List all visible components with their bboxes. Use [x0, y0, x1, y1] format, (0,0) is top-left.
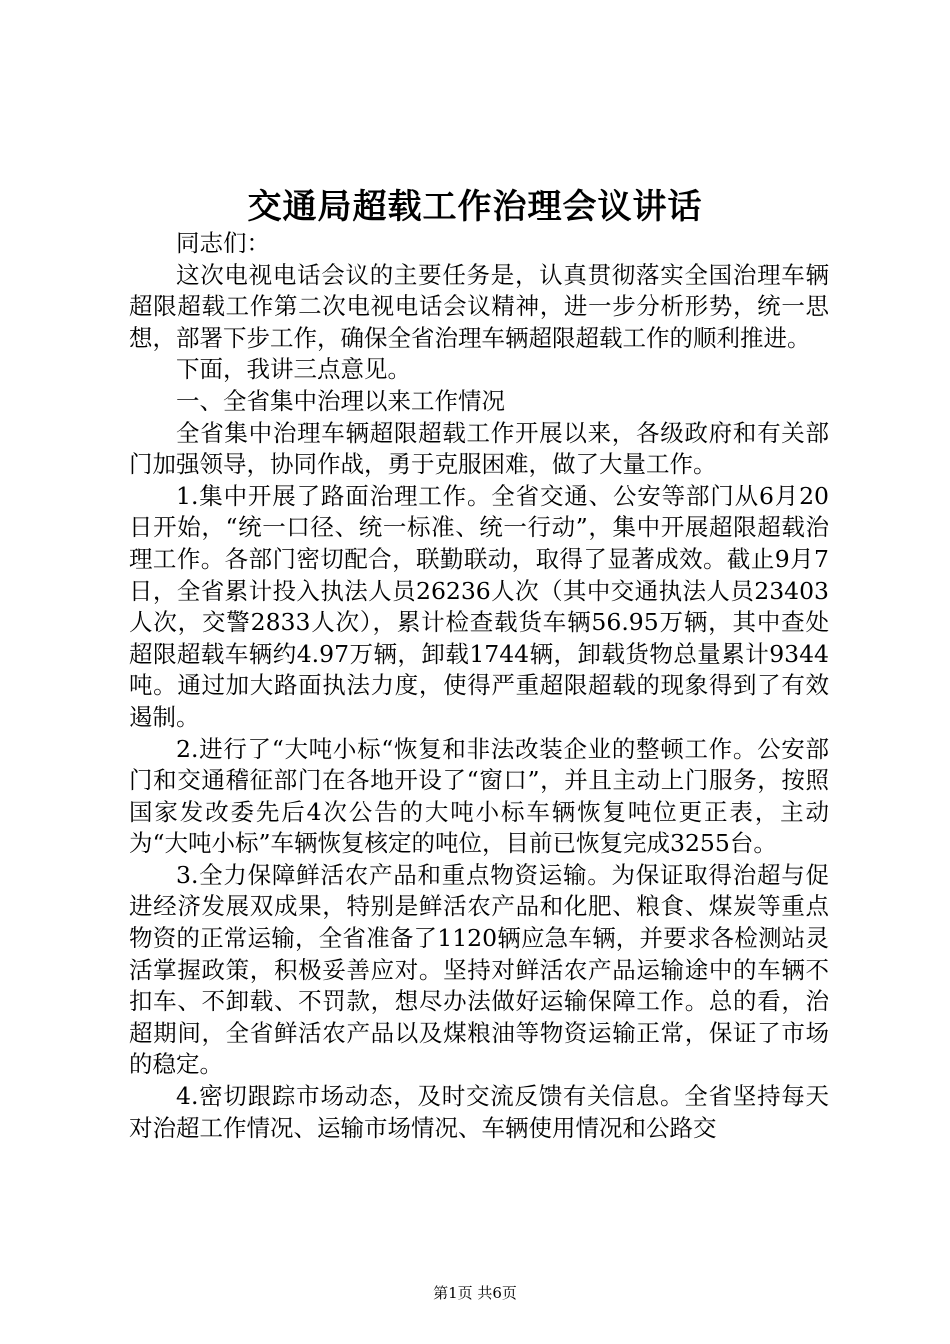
page-number-footer: 第1页 共6页	[433, 1284, 517, 1302]
paragraph-item-3: 3.全力保障鲜活农产品和重点物资运输。为保证取得治超与促进经济发展双成果，特别是鲜活农产品和化肥、粮食、煤炭等重点物资的正常运输，全省准备了1120辆应急车辆，并要求各检测站灵活掌握政策，积极妥善应对。坚持对鲜活农产品运输途中的车辆不扣车、不卸载、不罚款，想尽办法做好运输保障工作。总的看，治超期间，全省鲜活农产品以及煤粮油等物资运输正常，保证了市场的稳定。	[129, 860, 829, 1079]
paragraph-item-4: 4.密切跟踪市场动态，及时交流反馈有关信息。全省坚持每天对治超工作情况、运输市场情况、车辆使用情况和公路交	[129, 1082, 829, 1142]
document-body	[129, 228, 829, 1144]
section-heading-1: 一、全省集中治理以来工作情况	[176, 386, 505, 415]
paragraph-item-1: 1.集中开展了路面治理工作。全省交通、公安等部门从6月20日开始，“统一口径、统一标准、统一行动”，集中开展超限超载治理工作。各部门密切配合，联勤联动，取得了显著成效。截止9月7日，全省累计投入执法人员26236人次（其中交通执法人员23403人次，交警2833人次），累计检查载货车辆56.95万辆，其中查处超限超载车辆约4.97万辆，卸载1744辆，卸载货物总量累计9344吨。通过加大路面执法力度，使得严重超限超载的现象得到了有效遏制。	[129, 481, 829, 731]
paragraph-outline: 下面，我讲三点意见。	[176, 355, 411, 384]
paragraph-item-2: 2.进行了“大吨小标“恢复和非法改装企业的整顿工作。公安部门和交通稽征部门在各地开设了“窗口”，并且主动上门服务，按照国家发改委先后4次公告的大吨小标车辆恢复吨位更正表，主动为“大吨小标”车辆恢复核定的吨位，目前已恢复完成3255台。	[129, 734, 829, 858]
paragraph-intro: 这次电视电话会议的主要任务是，认真贯彻落实全国治理车辆超限超载工作第二次电视电话会议精神，进一步分析形势，统一思想，部署下步工作，确保全省治理车辆超限超载工作的顺利推进。	[129, 260, 829, 352]
paragraph-salutation: 同志们：	[176, 229, 270, 257]
paragraph-section-1-intro: 全省集中治理车辆超限超载工作开展以来，各级政府和有关部门加强领导，协同作战，勇于克服困难，做了大量工作。	[129, 418, 829, 479]
document-title: 交通局超载工作治理会议讲话	[247, 187, 703, 227]
